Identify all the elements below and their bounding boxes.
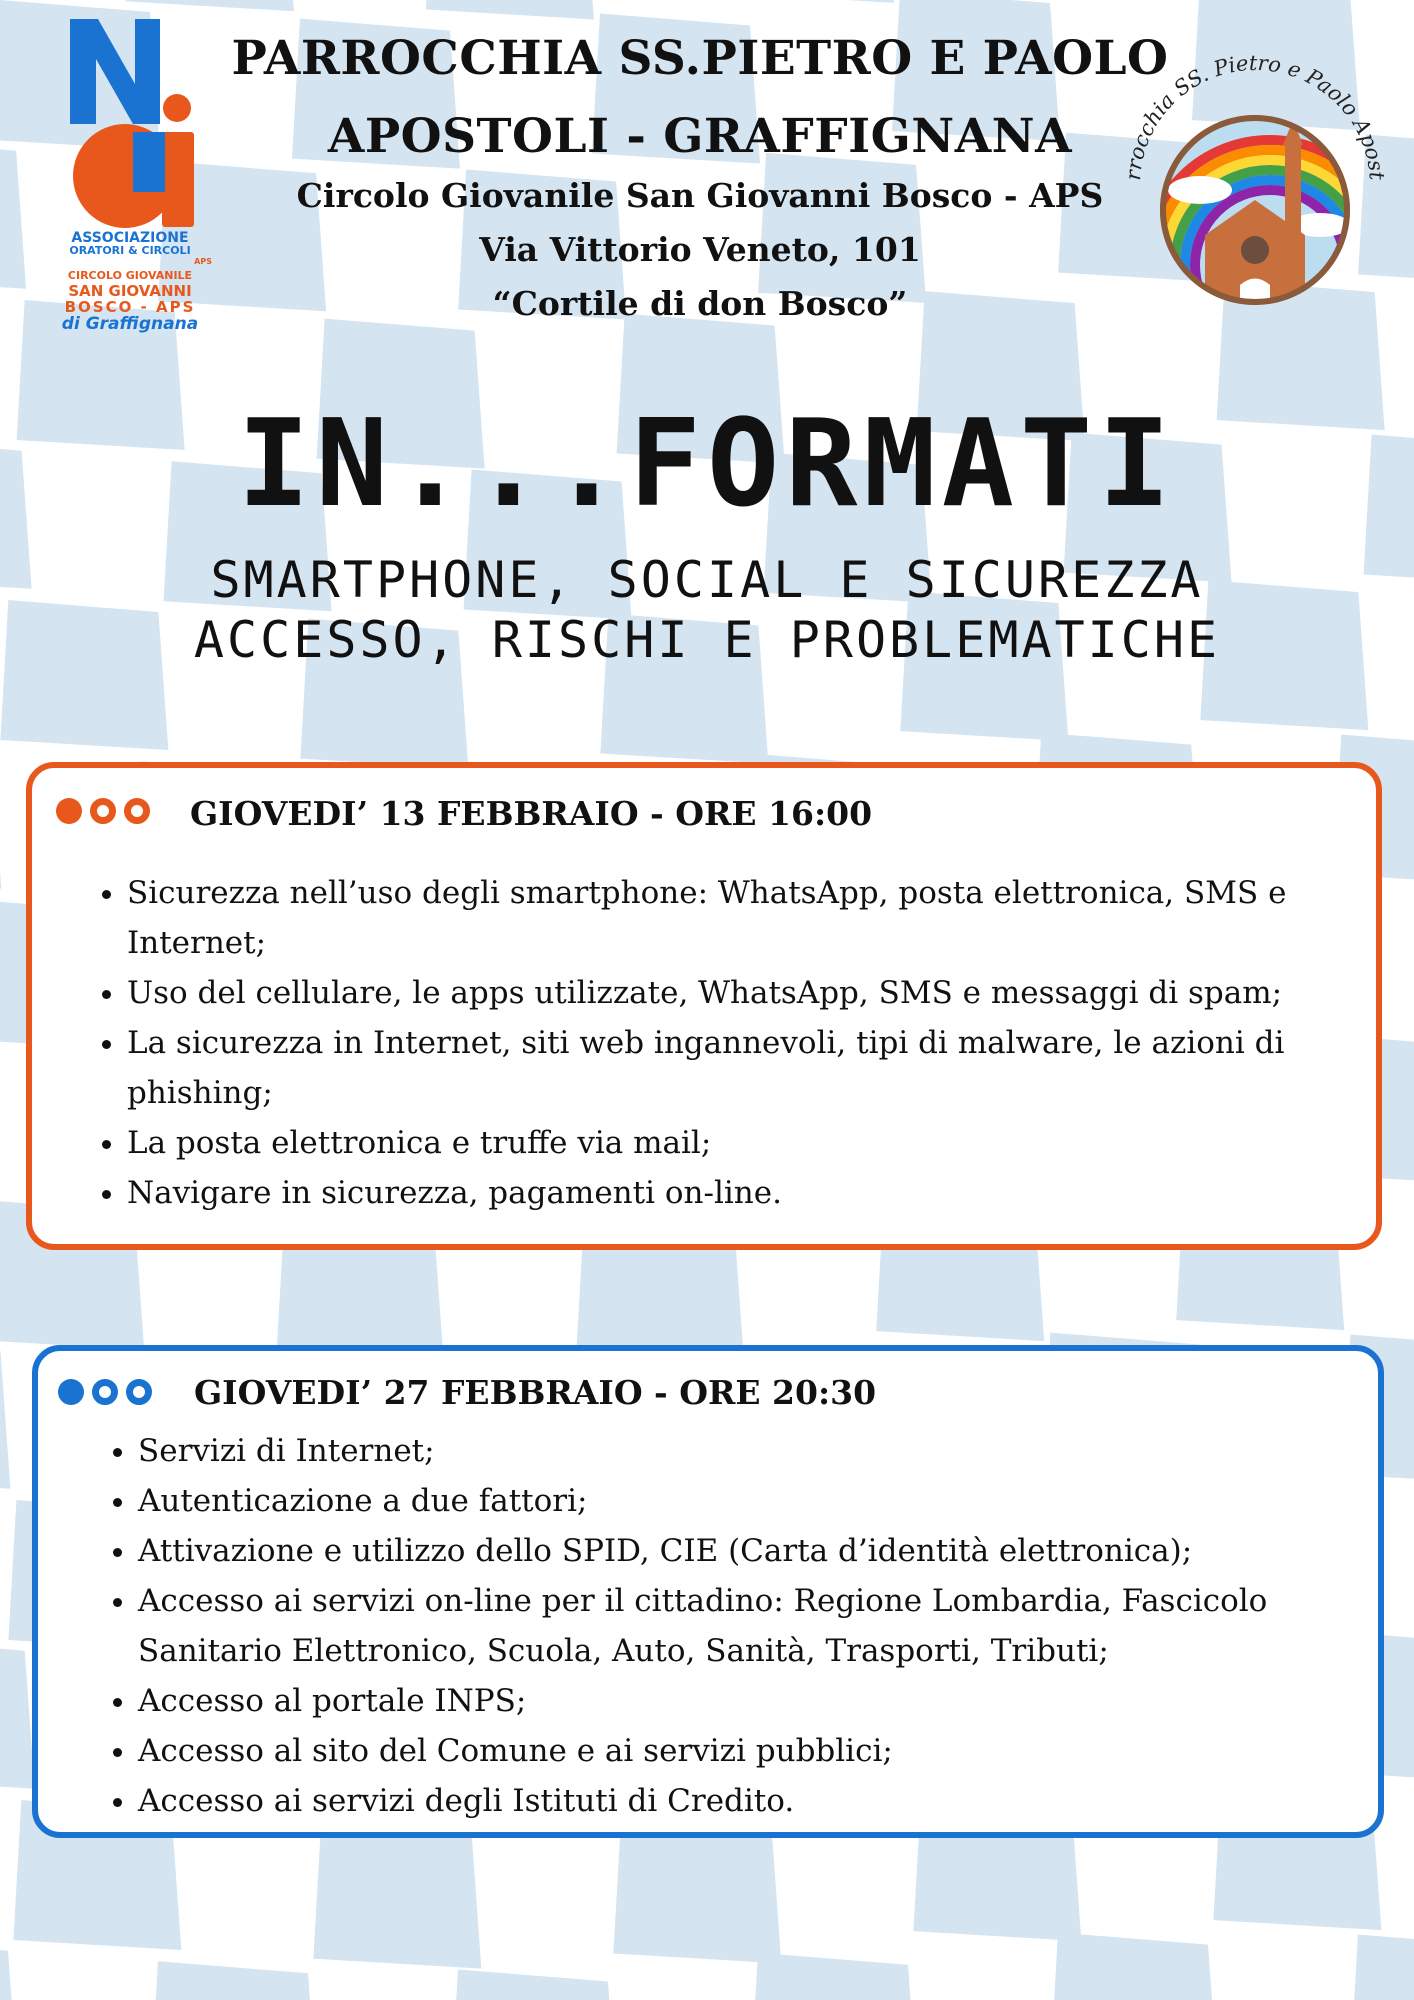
parish-logo (1120, 50, 1390, 320)
checker-tile (1350, 1935, 1414, 2000)
checker-tile (0, 1339, 10, 1489)
checker-tile (450, 1969, 618, 2000)
logo-town-label: di Graffignana (61, 314, 199, 334)
session-1-topics (87, 868, 1357, 1218)
list-item: • La posta elettronica e truffe via mail; (127, 1118, 1357, 1168)
logo-circolo-label: CIRCOLO GIOVANILE (67, 269, 193, 282)
session-2-topics (98, 1426, 1368, 1826)
church-rainbow-icon (1120, 50, 1390, 320)
list-item: • Uso del cellulare, le apps utilizzate, WhatsApp, SMS e messaggi di spam; (127, 968, 1357, 1018)
venue-name: “Cortile di don Bosco” (492, 284, 908, 323)
session-dots-icon (56, 798, 150, 824)
checker-tile (126, 0, 294, 11)
list-item: • Accesso ai servizi on-line per il cittadino: Regione Lombardia, Fascicolo Sanitario Elettronico, Scuola, Auto, Sanità, Trasporti, Tributi; (138, 1576, 1368, 1676)
session-card-2 (32, 1345, 1384, 1838)
logo-oratori-label: ORATORI & CIRCOLI (69, 244, 191, 257)
checker-tile (0, 1639, 35, 1789)
checker-tile (0, 139, 26, 289)
checker-tile (1050, 1933, 1218, 2000)
list-item: • Accesso al portale INPS; (138, 1676, 1368, 1726)
parish-title (230, 20, 1170, 176)
noi-association-logo (40, 14, 220, 334)
logo-san-giovanni-label: SAN GIOVANNI (68, 282, 192, 300)
checker-tile (0, 1939, 18, 2000)
event-title: IN...FORMATI (237, 395, 1177, 534)
list-item: • Navigare in sicurezza, pagamenti on-line. (127, 1168, 1357, 1218)
checker-tile (313, 1819, 481, 1969)
list-item: • Attivazione e utilizzo dello SPID, CIE (Carta d’identità elettronica); (138, 1526, 1368, 1576)
event-subtitle-line2: ACCESSO, RISCHI E PROBLEMATICHE (193, 611, 1221, 669)
circolo-name: Circolo Giovanile San Giovanni Bosco - APS (296, 176, 1104, 215)
parish-title-line2: APOSTOLI - GRAFFIGNANA (327, 109, 1073, 164)
checker-tile (426, 0, 594, 19)
list-item: • Servizi di Internet; (138, 1426, 1368, 1476)
logo-aps-label: APS (194, 257, 212, 266)
checker-tile (750, 1953, 918, 2000)
checker-tile (726, 0, 894, 3)
list-item: • La sicurezza in Internet, siti web ingannevoli, tipi di malware, le azioni di phishing; (127, 1018, 1357, 1118)
logo-bosco-label: BOSCO - APS (64, 298, 196, 316)
address: Via Vittorio Veneto, 101 (479, 230, 921, 269)
event-subtitle-line1: SMARTPHONE, SOCIAL E SICUREZZA (210, 551, 1204, 609)
logo-association-label: ASSOCIAZIONE (71, 230, 189, 246)
noi-logo-mark-icon (40, 14, 220, 229)
list-item: • Accesso ai servizi degli Istituti di Credito. (138, 1776, 1368, 1826)
session-2-heading: GIOVEDI’ 27 FEBBRAIO - ORE 20:30 (194, 1373, 877, 1412)
list-item: • Accesso al sito del Comune e ai servizi pubblici; (138, 1726, 1368, 1776)
session-1-heading: GIOVEDI’ 13 FEBBRAIO - ORE 16:00 (190, 794, 873, 833)
checker-tile (0, 739, 1, 889)
session-card-1 (26, 762, 1382, 1250)
session-dots-icon (58, 1379, 152, 1405)
checker-tile (150, 1961, 318, 2000)
list-item: • Autenticazione a due fattori; (138, 1476, 1368, 1526)
svg-text:Parrocchia SS. Pietro e Paolo: rrocchia SS. Pietro e Paolo Apost (1121, 50, 1389, 182)
parish-title-line1: PARROCCHIA SS.PIETRO E PAOLO (231, 31, 1169, 86)
list-item: • Sicurezza nell’uso degli smartphone: WhatsApp, posta elettronica, SMS e Internet; (127, 868, 1357, 968)
